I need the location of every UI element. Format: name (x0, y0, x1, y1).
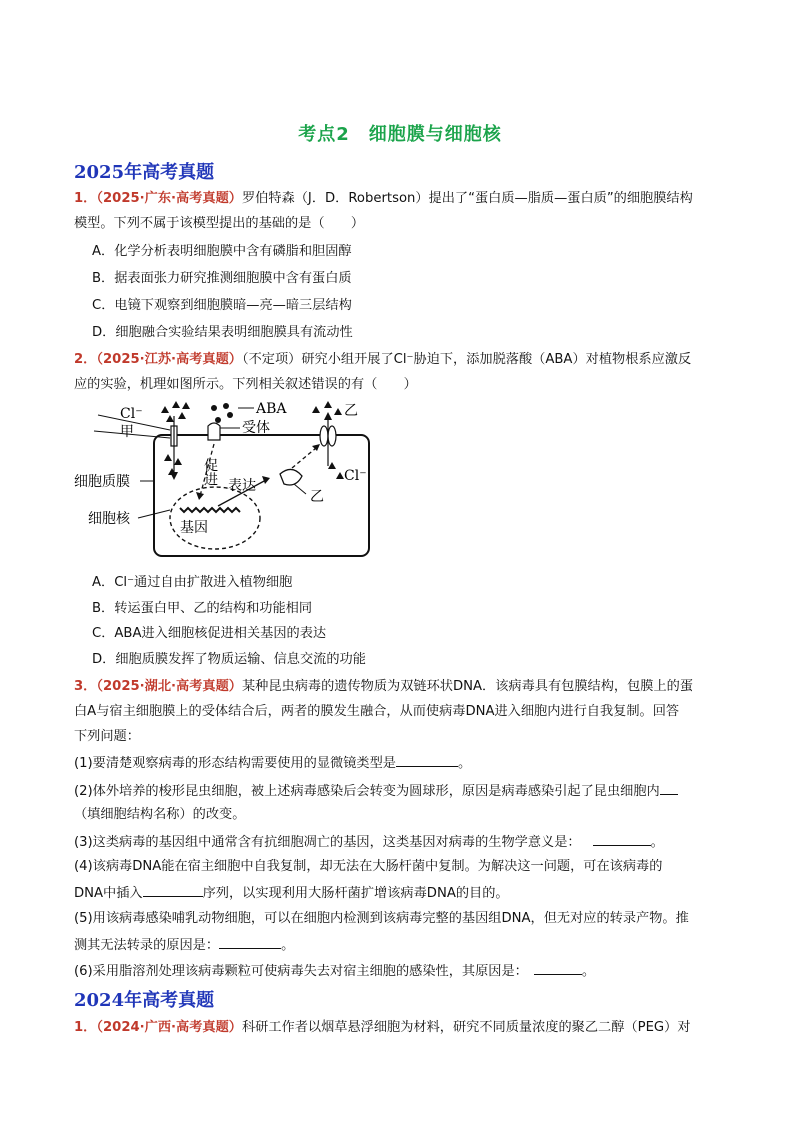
label-cl-right: Cl⁻ (344, 468, 367, 484)
label-membrane: 细胞质膜 (74, 474, 130, 490)
q4-number: 1． (74, 1020, 97, 1035)
q3-part1-blank[interactable] (396, 752, 458, 767)
q4-stem-text: 科研工作者以烟草悬浮细胞为材料，研究不同质量浓度的聚乙二醇（PEG）对 (242, 1020, 691, 1035)
q2-stem-line2: 应的实验，机理如图所示。下列相关叙述错误的有（ ） (74, 377, 417, 392)
transporter-yi-right (328, 426, 336, 446)
q3-part4-post: 序列，以实现利用大肠杆菌扩增该病毒DNA的目的。 (202, 886, 509, 901)
q3-part3 (74, 831, 734, 853)
q3-stem-line3: 下列问题： (74, 729, 140, 744)
q2-option-c: C．ABA进入细胞核促进相关基因的表达 (92, 626, 327, 641)
q3-part2-line1 (74, 780, 734, 802)
q3-part2-line2: （填细胞结构名称）的改变。 (74, 807, 246, 822)
label-promote: 促进 (202, 458, 218, 486)
cl-ions-inside (164, 454, 182, 475)
q1-option-c: C．电镜下观察到细胞膜暗—亮—暗三层结构 (92, 298, 352, 313)
yi-protein (280, 469, 302, 485)
section-heading-2024: 2024年高考真题 (74, 990, 215, 1011)
q3-part3-text: (3)这类病毒的基因组中通常含有抗细胞凋亡的基因，这类基因对病毒的生物学意义是： (74, 835, 581, 850)
q3-part5-pre: 测其无法转录的原因是： (74, 938, 220, 953)
q4-stem-line1 (74, 1018, 734, 1038)
cl-ions-top-left (161, 401, 190, 422)
q3-source: （2025·湖北·高考真题） (96, 679, 242, 694)
q3-part5-line1: (5)用该病毒感染哺乳动物细胞，可以在细胞内检测到该病毒完整的基因组DNA，但无对应的转录产物。推 (74, 911, 689, 926)
q2-option-d: D．细胞质膜发挥了物质运输、信息交流的功能 (92, 652, 366, 667)
label-receptor: 受体 (242, 420, 270, 436)
q4-source: （2024·广西·高考真题） (96, 1020, 242, 1035)
q3-part2-blank[interactable] (660, 780, 678, 795)
q3-part6-end: 。 (581, 964, 596, 979)
label-gene: 基因 (180, 520, 208, 536)
q2-option-b: B．转运蛋白甲、乙的结构和功能相同 (92, 601, 313, 616)
nucleus-ellipse (170, 487, 260, 549)
q2-figure (70, 398, 390, 564)
label-jia: 甲 (120, 424, 134, 440)
label-nucleus: 细胞核 (88, 511, 130, 527)
q3-part6-text: (6)采用脂溶剂处理该病毒颗粒可使病毒失去对宿主细胞的感染性，其原因是： (74, 964, 528, 979)
q2-option-a: A．Cl⁻通过自由扩散进入植物细胞 (92, 575, 293, 590)
q3-part1-text: (1)要清楚观察病毒的形态结构需要使用的显微镜类型是 (74, 756, 396, 771)
q3-part4-line2 (74, 882, 734, 904)
q2-stem-text: （不定项）研究小组开展了Cl⁻胁迫下，添加脱落酸（ABA）对植物根系应激反 (242, 352, 692, 367)
q3-part4-pre: DNA中插入 (74, 886, 143, 901)
q3-part6-blank[interactable] (534, 960, 582, 975)
cell-membrane-box (154, 435, 369, 556)
q3-stem-text: 某种昆虫病毒的遗传物质为双链环状DNA．该病毒具有包膜结构，包膜上的蛋 (242, 679, 694, 694)
q3-part2-text: (2)体外培养的梭形昆虫细胞，被上述病毒感染后会转变为圆球形，原因是病毒感染引起了昆虫细胞内 (74, 784, 660, 799)
q1-source: （2025·广东·高考真题） (96, 191, 242, 206)
q1-stem-line1 (74, 189, 734, 209)
gene-strand (180, 508, 240, 512)
q3-number: 3． (74, 679, 97, 694)
page-title: 考点2 细胞膜与细胞核 (298, 124, 502, 145)
label-aba: ABA (256, 401, 287, 417)
q1-stem-text: 罗伯特森（J．D．Robertson）提出了“蛋白质—脂质—蛋白质”的细胞膜结构 (242, 191, 693, 206)
q3-part3-end: 。 (650, 835, 664, 850)
q2-source: （2025·江苏·高考真题） (96, 352, 242, 367)
q3-part4-blank[interactable] (143, 882, 203, 897)
q3-part4-line1: (4)该病毒DNA能在宿主细胞中自我复制，却无法在大肠杆菌中复制。为解决这一问题，可在该病毒的 (74, 859, 663, 874)
q1-number: 1． (74, 191, 97, 206)
q3-stem-line2: 白A与宿主细胞膜上的受体结合后，两者的膜发生融合，从而使病毒DNA进入细胞内进行自我复制。回答 (74, 704, 680, 719)
section-heading-2025: 2025年高考真题 (74, 162, 215, 183)
q3-part5-blank[interactable] (219, 934, 281, 949)
q1-option-b: B．据表面张力研究推测细胞膜中含有蛋白质 (92, 271, 352, 286)
q3-part5-end: 。 (281, 938, 295, 953)
q3-part1 (74, 752, 734, 774)
label-cl-top: Cl⁻ (120, 406, 143, 422)
label-yi-mid: 乙 (310, 489, 324, 505)
cl-ions-top-right (312, 401, 342, 415)
q3-part3-blank[interactable] (593, 831, 651, 846)
q3-part5-line2 (74, 934, 734, 956)
q2-stem-line1 (74, 350, 734, 370)
q2-number: 2． (74, 352, 97, 367)
aba-molecules (211, 403, 233, 423)
q1-option-a: A．化学分析表明细胞膜中含有磷脂和胆固醇 (92, 244, 352, 259)
transporter-yi-left (320, 426, 328, 446)
aba-receptor (208, 423, 220, 440)
label-express: 表达 (228, 478, 256, 494)
label-yi-top: 乙 (344, 403, 358, 419)
q3-stem-line1 (74, 677, 734, 697)
q1-stem-line2: 模型。下列不属于该模型提出的基础的是（ ） (74, 216, 365, 231)
q1-option-d: D．细胞融合实验结果表明细胞膜具有流动性 (92, 325, 353, 340)
q3-part6 (74, 960, 734, 982)
q3-part1-end: 。 (458, 756, 472, 771)
cl-ions-inside-right (328, 462, 344, 479)
